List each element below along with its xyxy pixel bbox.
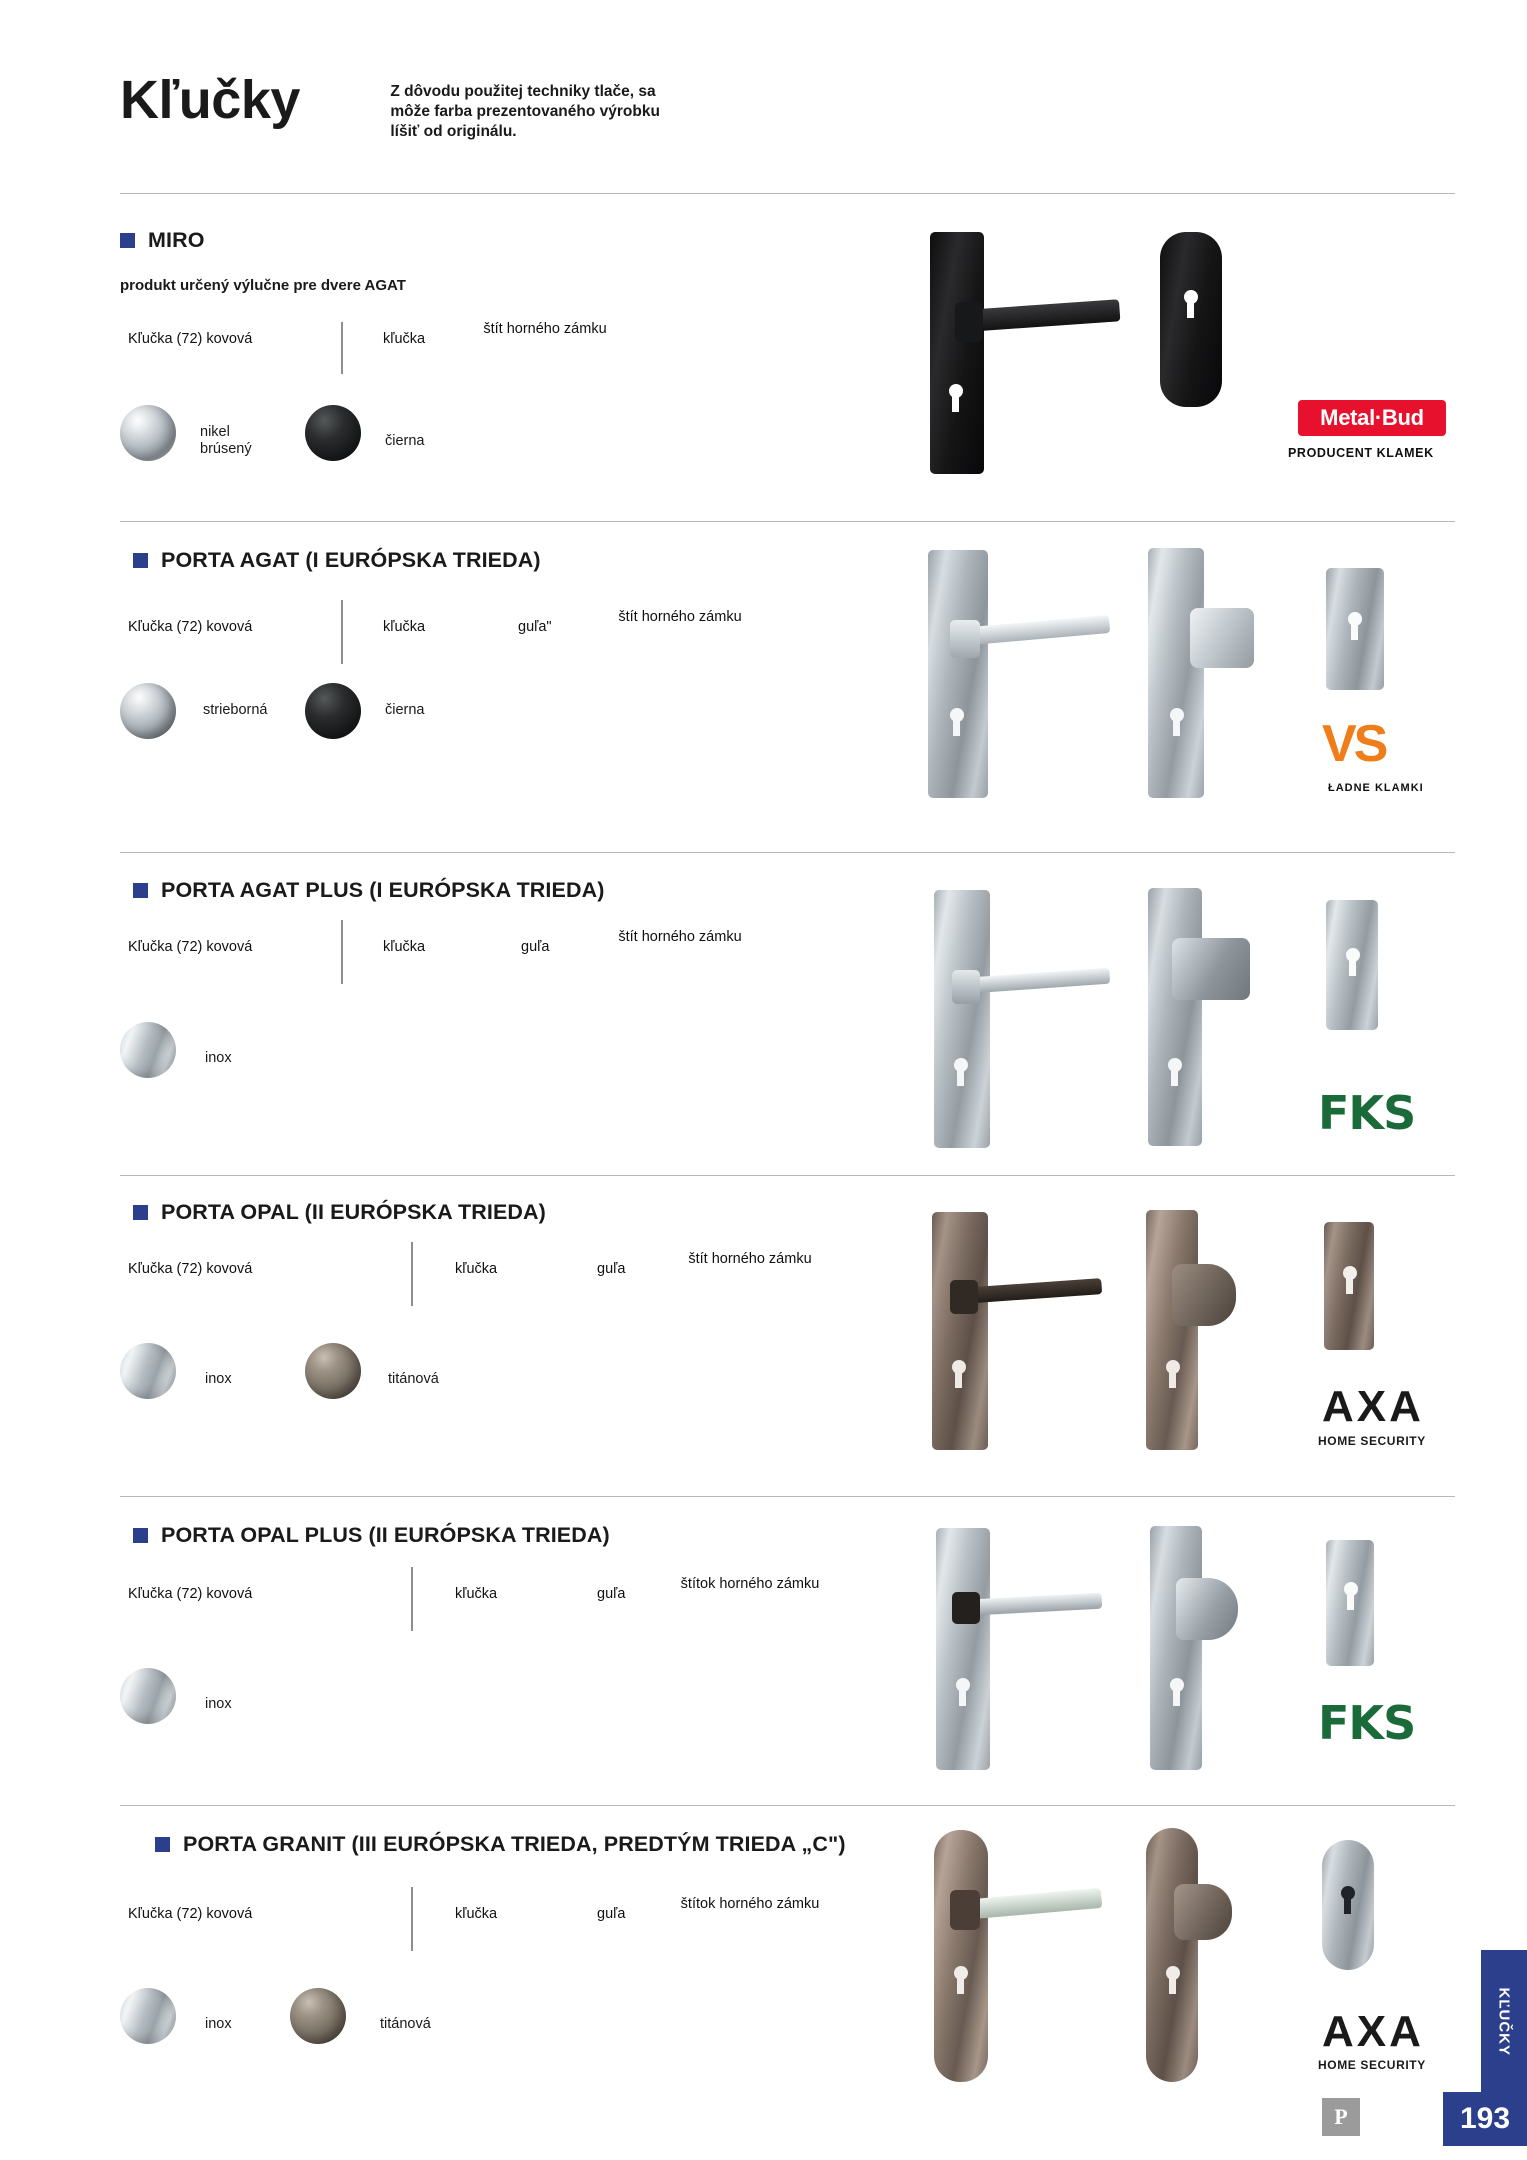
swatch-label-cierna: čierna (385, 702, 425, 718)
lever-base (950, 1890, 980, 1930)
section-title: PORTA OPAL (II EURÓPSKA TRIEDA) (161, 1200, 546, 1224)
section-heading (133, 878, 604, 903)
label-top-lock-shield: štítok horného zámku (680, 1896, 820, 1912)
keyhole-stem (1171, 1068, 1178, 1086)
swatch-label-inox: inox (205, 2016, 232, 2032)
label-handle-metal: Kľučka (72) kovová (128, 619, 253, 635)
keyhole-stem (953, 718, 960, 736)
logo-metalbud: Metal·Bud (1298, 400, 1446, 436)
label-divider (341, 920, 343, 984)
logo-fks: FKS (1318, 1696, 1416, 1750)
long-plate-steel-knob (1148, 888, 1202, 1146)
label-knob: guľa (597, 1586, 626, 1602)
long-plate-steel (934, 890, 990, 1148)
print-color-disclaimer: Z dôvodu použitej techniky tlače, sa môže farba prezentovaného výrobku líšiť od originálu. (390, 83, 660, 140)
swatch-inox (120, 1022, 176, 1078)
keyhole-stem (1346, 1276, 1353, 1294)
keyhole-stem (1347, 1592, 1354, 1610)
long-plate-steel (928, 550, 988, 798)
swatch-label-cierna: čierna (385, 433, 425, 449)
swatch-label-inox: inox (205, 1050, 232, 1066)
logo-vs: VS (1322, 715, 1386, 773)
swatch-label-titanova: titánová (388, 1371, 439, 1387)
long-plate-steel (936, 1528, 990, 1770)
bullet-square-icon (133, 1205, 148, 1220)
section-title: PORTA OPAL PLUS (II EURÓPSKA TRIEDA) (161, 1523, 610, 1547)
long-plate-bronze-knob (1146, 1828, 1198, 2082)
keyhole-stem (957, 1068, 964, 1086)
label-knob: guľa (597, 1261, 626, 1277)
label-handle: kľučka (455, 1261, 498, 1277)
knob-ball (1174, 1884, 1232, 1940)
lever-base-black (955, 302, 983, 342)
swatch-nikel-brusený (120, 405, 176, 461)
long-plate-steel-knob (1150, 1526, 1202, 1770)
label-divider (411, 1567, 413, 1631)
label-handle: kľučka (455, 1906, 498, 1922)
label-handle-metal: Kľučka (72) kovová (128, 1586, 253, 1602)
keyhole-stem (955, 1370, 962, 1388)
swatch-inox (120, 1988, 176, 2044)
page-header (120, 70, 1410, 142)
section-heading (133, 1200, 546, 1225)
label-knob: guľa (597, 1906, 626, 1922)
bullet-square-icon (155, 1837, 170, 1852)
label-top-lock-shield: štít horného zámku (483, 321, 607, 337)
label-top-lock-shield: štít horného zámku (688, 1251, 812, 1267)
swatch-label-titanova: titánová (380, 2016, 431, 2032)
label-handle-metal: Kľučka (72) kovová (128, 939, 253, 955)
label-divider (341, 600, 343, 664)
swatch-cierna (305, 405, 361, 461)
label-top-lock-shield: štítok horného zámku (680, 1576, 820, 1592)
page-icon: P (1322, 2098, 1360, 2136)
knob-ball (1190, 608, 1254, 668)
long-plate-bronze (932, 1212, 988, 1450)
section-title: PORTA AGAT PLUS (I EURÓPSKA TRIEDA) (161, 878, 605, 902)
label-handle-metal: Kľučka (72) kovová (128, 1906, 253, 1922)
keyhole-stem (1173, 718, 1180, 736)
keyhole-stem (959, 1688, 966, 1706)
label-handle: kľučka (383, 939, 426, 955)
keyhole-stem (957, 1976, 964, 1994)
lever-base (952, 970, 980, 1004)
swatch-titanova (290, 1988, 346, 2044)
page-number: 193 (1443, 2092, 1527, 2146)
section-heading (133, 548, 541, 573)
logo-axa-subtitle: HOME SECURITY (1318, 1434, 1426, 1448)
keyhole-stem (1349, 958, 1356, 976)
section-title: MIRO (148, 228, 205, 252)
side-tab (1481, 1950, 1527, 2100)
divider-1 (120, 521, 1455, 522)
label-handle: kľučka (383, 331, 426, 347)
side-tab-label: KĽUČKY (1495, 1987, 1513, 2056)
bullet-square-icon (120, 233, 135, 248)
logo-axa: AXA (1322, 2007, 1424, 2056)
logo-metalbud-subtitle: PRODUCENT KLAMEK (1288, 446, 1434, 460)
label-handle: kľučka (455, 1586, 498, 1602)
long-plate-black (930, 232, 984, 474)
logo-axa-subtitle: HOME SECURITY (1318, 2058, 1426, 2072)
long-plate-bronze (934, 1830, 988, 2082)
keyhole-stem (1169, 1976, 1176, 1994)
page-title: Kľučky (120, 70, 300, 130)
keyhole-stem (952, 394, 959, 412)
keyhole-stem (1187, 300, 1194, 318)
keyhole-stem (1169, 1370, 1176, 1388)
label-knob: guľa (521, 939, 550, 955)
label-divider (411, 1887, 413, 1951)
keyhole-stem (1351, 622, 1358, 640)
long-plate-steel-knob (1148, 548, 1204, 798)
divider-3 (120, 1175, 1455, 1176)
swatch-label-inox: inox (205, 1696, 232, 1712)
label-handle: kľučka (383, 619, 426, 635)
section-title: PORTA GRANIT (III EURÓPSKA TRIEDA, PREDTÝM TRIEDA „C") (183, 1832, 846, 1856)
lever-base (950, 620, 980, 658)
swatch-inox (120, 1343, 176, 1399)
section-heading (155, 1832, 846, 1857)
lever-base (950, 1280, 978, 1314)
bullet-square-icon (133, 1528, 148, 1543)
label-divider (341, 322, 343, 374)
label-knob: guľa" (518, 619, 552, 635)
swatch-label-strieborna: strieborná (203, 702, 268, 718)
logo-vs-subtitle: ŁADNE KLAMKI (1328, 782, 1424, 794)
bullet-square-icon (133, 883, 148, 898)
shield-plate-black (1160, 232, 1222, 407)
label-divider (411, 1242, 413, 1306)
swatch-label-nikel-1: nikel (200, 424, 230, 440)
swatch-inox (120, 1668, 176, 1724)
section-title: PORTA AGAT (I EURÓPSKA TRIEDA) (161, 548, 541, 572)
lever-base (952, 1592, 980, 1624)
knob-ball (1172, 938, 1250, 1000)
divider-5 (120, 1805, 1455, 1806)
knob-ball (1172, 1264, 1236, 1326)
divider-4 (120, 1496, 1455, 1497)
section-heading (133, 1523, 610, 1548)
label-handle-metal: Kľučka (72) kovová (128, 331, 253, 347)
label-top-lock-shield: štít horného zámku (618, 609, 742, 625)
divider-2 (120, 852, 1455, 853)
logo-axa: AXA (1322, 1382, 1424, 1431)
swatch-label-inox: inox (205, 1371, 232, 1387)
swatch-cierna (305, 683, 361, 739)
swatch-label-nikel-2: brúsený (200, 441, 252, 457)
keyhole-stem (1344, 1896, 1351, 1914)
bullet-square-icon (133, 553, 148, 568)
section-subtitle: produkt určený výlučne pre dvere AGAT (120, 277, 406, 294)
logo-fks: FKS (1318, 1086, 1416, 1140)
lever-handle-black (964, 299, 1120, 332)
knob-ball (1176, 1578, 1238, 1640)
swatch-titanova (305, 1343, 361, 1399)
label-top-lock-shield: štít horného zámku (618, 929, 742, 945)
long-plate-bronze-knob (1146, 1210, 1198, 1450)
label-handle-metal: Kľučka (72) kovová (128, 1261, 253, 1277)
keyhole-stem (1173, 1688, 1180, 1706)
swatch-strieborna (120, 683, 176, 739)
section-heading (120, 228, 205, 253)
divider-top (120, 193, 1455, 194)
